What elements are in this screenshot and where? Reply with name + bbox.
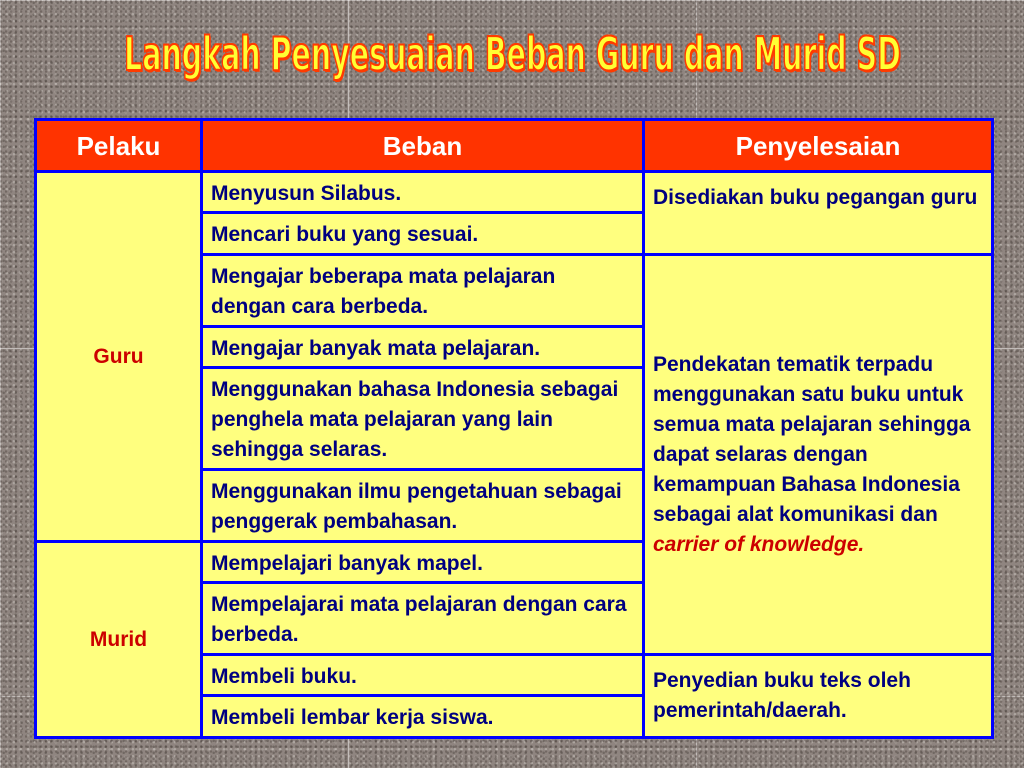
beban-cell: Menggunakan bahasa Indonesia sebagai penghela mata pelajaran yang lain sehingga selaras. (202, 368, 644, 470)
header-row (36, 120, 993, 172)
beban-cell: Menggunakan ilmu pengetahuan sebagai penggerak pembahasan. (202, 470, 644, 542)
beban-cell: Membeli lembar kerja siswa. (202, 696, 644, 738)
beban-cell: Mempelajarai mata pelajaran dengan cara berbeda. (202, 583, 644, 655)
beban-cell: Mengajar beberapa mata pelajaran dengan cara berbeda. (202, 255, 644, 327)
pelaku-guru: Guru (36, 172, 202, 542)
beban-cell: Mempelajari banyak mapel. (202, 542, 644, 583)
table-row (36, 172, 993, 213)
slide-title-bar (0, 4, 1024, 104)
content-table-wrapper (34, 118, 991, 738)
penyelesaian-cell: Penyedian buku teks oleh pemerintah/daerah. (644, 655, 993, 738)
content-table (34, 118, 994, 739)
beban-cell: Mencari buku yang sesuai. (202, 213, 644, 255)
pelaku-murid: Murid (36, 542, 202, 738)
beban-cell: Mengajar banyak mata pelajaran. (202, 327, 644, 368)
header-beban: Beban (202, 120, 644, 172)
penyelesaian-emphasis: carrier of knowledge. (653, 532, 865, 556)
penyelesaian-cell: Disediakan buku pegangan guru (644, 172, 993, 255)
header-penyelesaian: Penyelesaian (644, 120, 993, 172)
penyelesaian-text: Pendekatan tematik terpadu menggunakan satu buku untuk semua mata pelajaran sehingga dapat selaras dengan kemampuan Bahasa Indonesia sebagai alat komunikasi dan (653, 352, 971, 526)
slide-title: Langkah Penyesuaian Beban Guru dan Murid SD (123, 27, 901, 81)
penyelesaian-cell (644, 255, 993, 655)
beban-cell: Membeli buku. (202, 655, 644, 696)
header-pelaku: Pelaku (36, 120, 202, 172)
beban-cell: Menyusun Silabus. (202, 172, 644, 213)
